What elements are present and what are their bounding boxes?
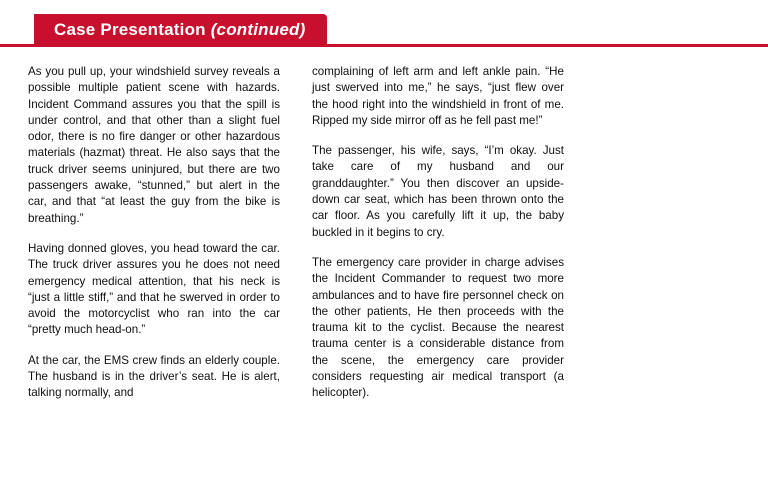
right-column	[312, 64, 564, 402]
paragraph: The emergency care provider in charge advises the Incident Commander to request two more ambulances and to have fire personnel check on the other patients, He then proceeds with the trauma kit to the cyclist. Because the nearest trauma center is a considerable distance from the scene, the emergency care provider considers requesting air medical transport (a helicopter).	[312, 255, 564, 400]
header-title-continued: (continued)	[210, 19, 306, 39]
paragraph: Having donned gloves, you head toward the car. The truck driver assures you he does not need emergency medical attention, that his neck is “just a little stiff,” and that he swerved in order to avoid the motorcyclist who ran into the car “pretty much head-on.”	[28, 241, 280, 337]
section-header	[0, 14, 768, 48]
body-columns	[0, 64, 768, 402]
header-title-main: Case Presentation	[54, 19, 206, 39]
header-banner	[34, 14, 327, 45]
paragraph: At the car, the EMS crew finds an elderly couple. The husband is in the driver’s seat. He is alert, talking normally, and	[28, 353, 280, 400]
paragraph: As you pull up, your windshield survey reveals a possible multiple patient scene with hazards. Incident Command assures you that the spill is under control, and that other than a slight fuel odor, there is no fire danger or other hazardous materials (hazmat) threat. He also says that the truck driver seems uninjured, but there are two passengers awake, “stunned,” but alert in the car, and that “at least the guy from the bike is breathing.”	[28, 65, 280, 225]
paragraph: complaining of left arm and left ankle pain. “He just swerved into me,” he says, “just flew over the hood right into the windshield in front of me. Ripped my side mirror off as he fell past me!”	[312, 65, 564, 127]
paragraph: The passenger, his wife, says, “I’m okay. Just take care of my husband and our granddaughter.” You then discover an upside-down car seat, which has been thrown onto the car floor. As you carefully lift it up, the baby buckled in it begins to cry.	[312, 144, 564, 239]
left-column	[28, 64, 280, 402]
page-title	[54, 20, 305, 40]
